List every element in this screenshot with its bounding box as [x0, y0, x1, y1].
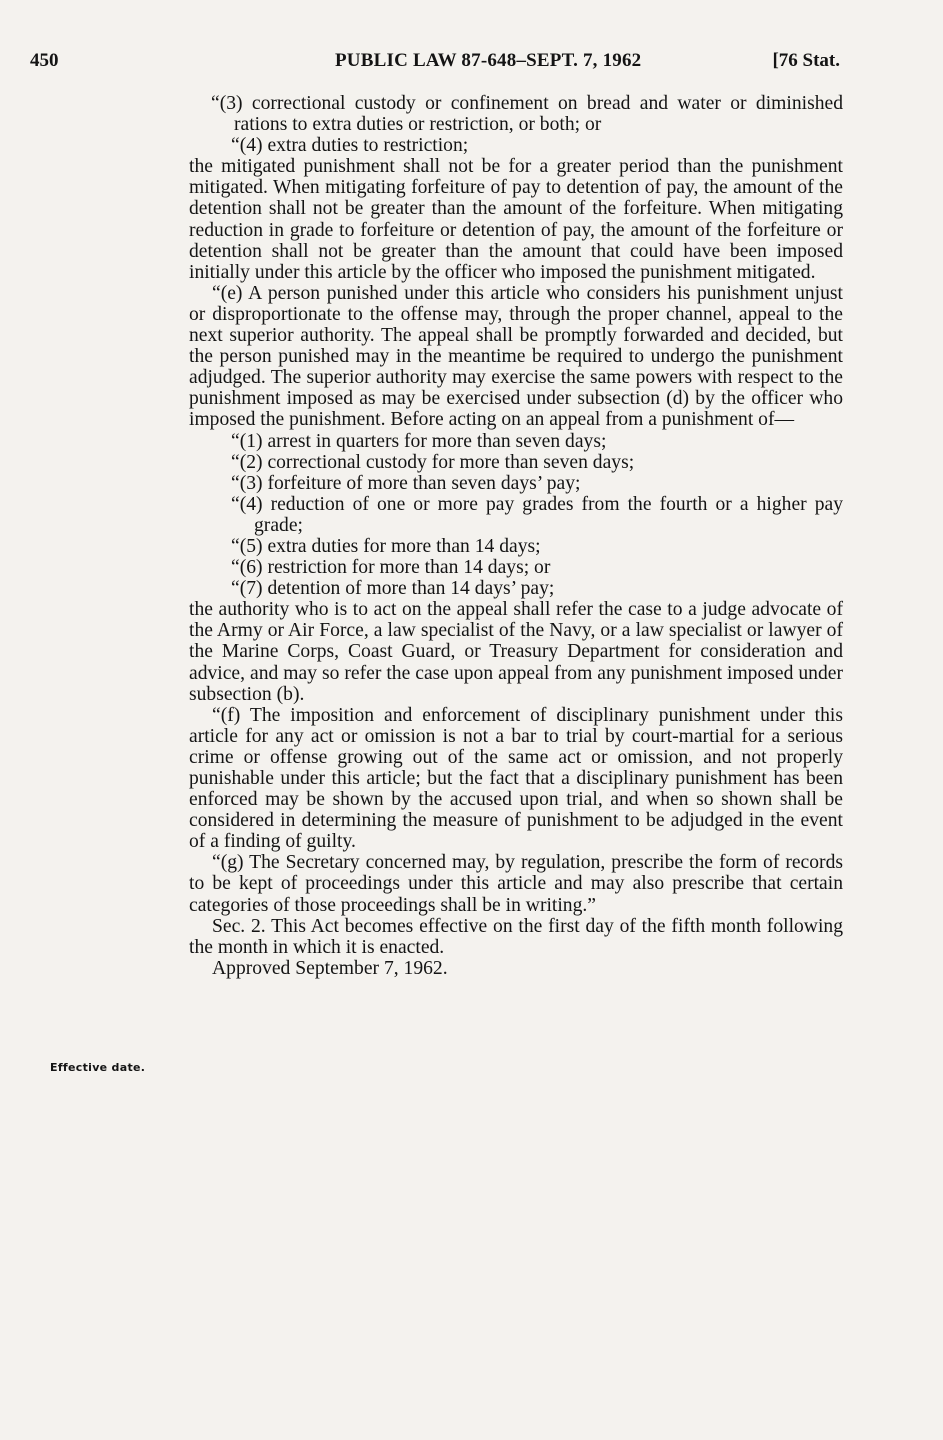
list-item-3: “(3) forfeiture of more than seven days’ pay; — [231, 472, 581, 494]
list-item-1: “(1) arrest in quarters for more than seven days; — [231, 430, 607, 452]
statute-reference: [76 Stat. — [772, 50, 840, 71]
paragraph-subsection-f: “(f) The imposition and enforcement of disciplinary punishment under this article for any act or omission is not a bar to trial by court-martial for a serious crime or offense growing out of the same act or omission, and not properly punishable under this article; but the fact that a disciplinary punishment has been enforced may be shown by the accused upon trial, and when so shown shall be considered in determining the measure of punishment to be adjudged in the event of a finding of guilty. — [189, 704, 843, 853]
paragraph-subsection-g: “(g) The Secretary concerned may, by regulation, prescribe the form of records to be kept of proceedings under this article and may also prescribe that certain categories of those proceedings shall be in writing.” — [189, 852, 843, 916]
list-item-5: “(5) extra duties for more than 14 days; — [231, 535, 541, 557]
list-item-7: “(7) detention of more than 14 days’ pay; — [231, 578, 555, 600]
paragraph-mitigation: the mitigated punishment shall not be for a greater period than the punishment mitigated. When mitigating forfeiture of pay to detention of pay, the amount of the detention shall not be greater than the amount of the forfeiture. When mitigating reduction in grade to forfeiture or detention of pay, the amount of the forfeiture or detention shall not be greater than the amount that could have been imposed initially under this article by the officer who imposed the punishment mitigated. — [189, 156, 843, 283]
list-item-4: “(4) reduction of one or more pay grades from the fourth or a higher pay grade; — [231, 493, 843, 536]
list-item-6: “(6) restriction for more than 14 days; or — [231, 557, 551, 579]
approval-date: Approved September 7, 1962. — [212, 957, 448, 979]
paragraph-appeal-referral: the authority who is to act on the appeal shall refer the case to a judge advocate of the Army or Air Force, a law specialist of the Navy, or a law specialist or lawyer of the Marine Corps, Coast Guard, or Treasury Department for consideration and advice, and may so refer the case upon appeal from any punishment imposed under subsection (b). — [189, 599, 843, 705]
paragraph-item-4: “(4) extra duties to restriction; — [231, 135, 469, 157]
margin-note-effective-date: Effective date. — [50, 1061, 146, 1074]
document-body — [189, 93, 843, 979]
page-header — [30, 50, 840, 80]
paragraph-section-2: Sec. 2. This Act becomes effective on the first day of the fifth month following the month in which it is enacted. — [189, 915, 843, 958]
running-title: PUBLIC LAW 87-648–SEPT. 7, 1962 — [335, 50, 642, 71]
paragraph-item-3: “(3) correctional custody or confinement on bread and water or diminished rations to extra duties or restriction, or both; or — [211, 93, 843, 136]
paragraph-subsection-e: “(e) A person punished under this article who considers his punishment unjust or disproportionate to the offense may, through the proper channel, appeal to the next superior authority. The appeal shall be promptly forwarded and decided, but the person punished may in the meantime be required to undergo the punishment adjudged. The superior authority may exercise the same powers with respect to the punishment imposed as may be exercised under subsection (d) by the officer who imposed the punishment. Before acting on an appeal from a punishment of— — [189, 282, 843, 431]
list-item-2: “(2) correctional custody for more than seven days; — [231, 451, 635, 473]
page-number: 450 — [30, 50, 59, 71]
